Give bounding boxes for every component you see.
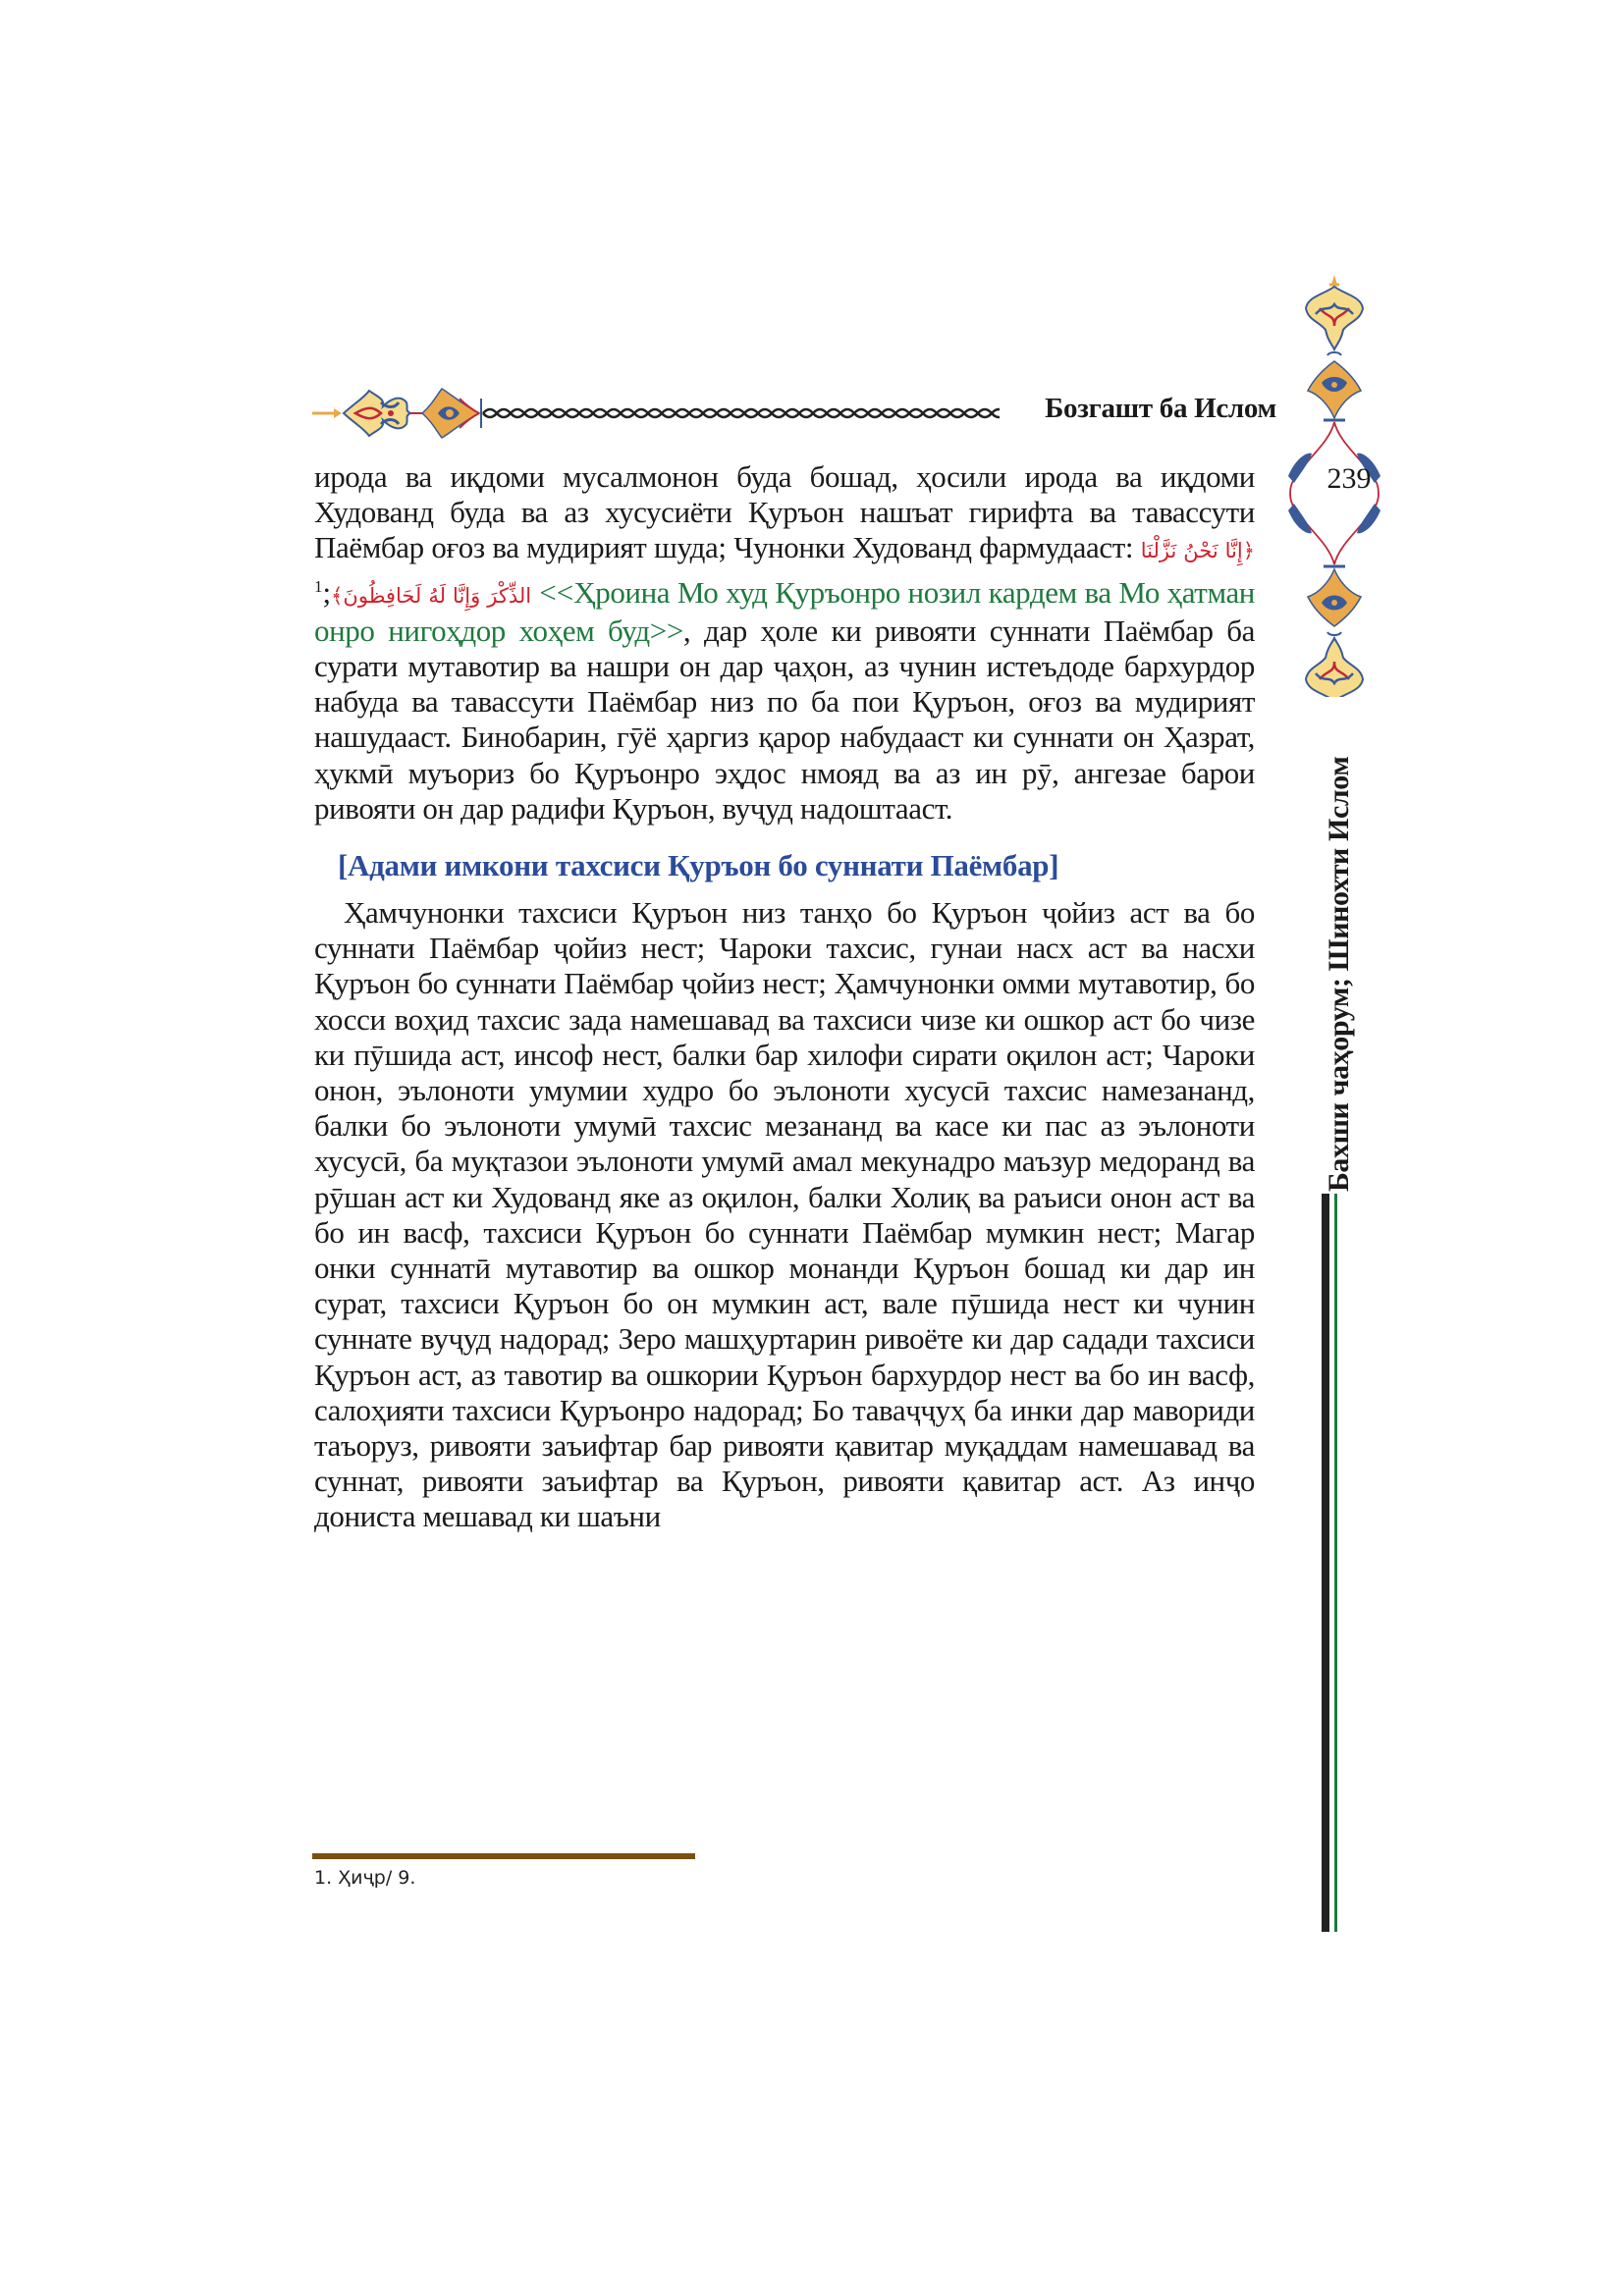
main-text: [314, 459, 1255, 1535]
paragraph-2: Ҳамчунонки тахсиси Қуръон низ танҳо бо Қуръон ҷойиз аст ва бо суннати Паёмбар ҷойиз нест; Чароки тахсис, гунаи насх аст ва насхи Қуръон бо суннати Паёмбар ҷойиз нест; Ҳамчунонки омми мутавотир, бо хосси воҳид тахсис зада намешавад ва тахсиси чизе ки ошкор аст бо чизе ки пӯшида аст, инсоф нест, балки бар хилофи сирати оқилон аст; Чароки онон, эълоноти умумии худро бо эълоноти хусусӣ тахсис намезананд, балки бо эълоноти умумӣ тахсис мезананд ва касе ки пас аз эълоноти хусусӣ, ба муқтазои эълоноти умумӣ амал мекунадро маъзур медоранд ва рӯшан аст ки Худованд яке аз оқилон, балки Холиқ ва раъиси онон аст ва бо ин васф, тахсиси Қуръон бо суннати Паёмбар мумкин нест; Магар онки суннатӣ мутавотир ва ошкор монанди Қуръон бошад ки дар ин сурат, тахсиси Қуръон бо он мумкин аст, вале пӯшида нест ки чунин суннате вуҷуд надорад; Зеро машҳуртарин ривоёте ки дар садади тахсиси Қуръон аст, аз тавотир ва ошкории Қуръон бархурдор нест ва бо ин васф, салоҳияти тахсиси Қуръонро надорад; Бо таваҷҷуҳ ба инки дар мавориди таъоруз, ривояти заъифтар бар ривояти қавитар муқаддам намешавад ва суннат, ривояти заъифтар ва Қуръон, ривояти қавитар аст. Аз инҷо дониста мешавад ки шаъни: [314, 895, 1255, 1534]
footnote-reference[interactable]: 1: [314, 576, 323, 596]
arabic-quran-quote: ﴿إِنَّا نَحْنُ نَزَّلْنَا الذِّكْرَ وَإِنَّا لَهُ لَحَافِظُونَ﴾: [331, 539, 1256, 608]
section-heading: [Адами имкони тахсиси Қуръон бо суннати Паёмбар]: [338, 848, 1059, 883]
top-finial-icon: [1306, 275, 1363, 355]
arabesque-flower-icon: [344, 391, 410, 436]
bottom-finial-icon: [1306, 638, 1363, 697]
page-number: 239: [1326, 462, 1372, 495]
footnote-text: 1. Ҳиҷр/ 9.: [314, 1867, 416, 1889]
arabesque-leaf-icon: [422, 389, 479, 438]
top-leaf-icon: [1308, 361, 1361, 420]
running-title: Бозгашт ба Ислом: [1045, 393, 1276, 424]
paragraph-1-end: , дар ҳоле ки ривояти суннати Паёмбар ба сурати мутавотир ва нашри он дар ҷаҳон, аз чунин истеъдоде бархурдор набуда ва тавассути Паёмбар низ по ба пои Қуръон, оғоз ва мудирият нашудааст. Бинобарин, гӯё ҳаргиз қарор набудааст ки суннати он Ҳазрат, ҳукмӣ муъориз бо Қуръонро эҳдос нмояд ва аз ин рӯ, ангезае барои ривояти он дар радифи Қуръон, вуҷуд надоштааст.: [314, 613, 1255, 826]
side-bar-green: [1334, 1194, 1337, 1932]
semicolon: ;: [322, 574, 332, 610]
header-arabesque-ornament: [312, 385, 1000, 442]
arrow-tip-icon: [312, 408, 342, 418]
bottom-leaf-icon: [1308, 566, 1361, 635]
quote-translation: <<Ҳроина Мо худ Қуръонро нозил кардем ва Мо ҳатман онро нигоҳдор хоҳем буд>>: [314, 574, 1255, 648]
chapter-vertical-title: Бахши чаҳорум; Шинохти Ислом: [1323, 756, 1355, 1192]
paragraph-1-start: ирода ва иқдоми мусалмонон буда бошад, ҳосили ирода ва иқдоми Худованд буда ва аз хусусиёти Қуръон нашъат гирифта ва тавассути Паёмбар оғоз ва мудирият шуда; Чунонки Худованд фармудааст:: [314, 459, 1255, 565]
side-bar-black: [1322, 1194, 1329, 1932]
rope-line: [483, 409, 1000, 417]
footnote-separator: [312, 1853, 695, 1859]
paragraph-1: [314, 459, 1255, 827]
